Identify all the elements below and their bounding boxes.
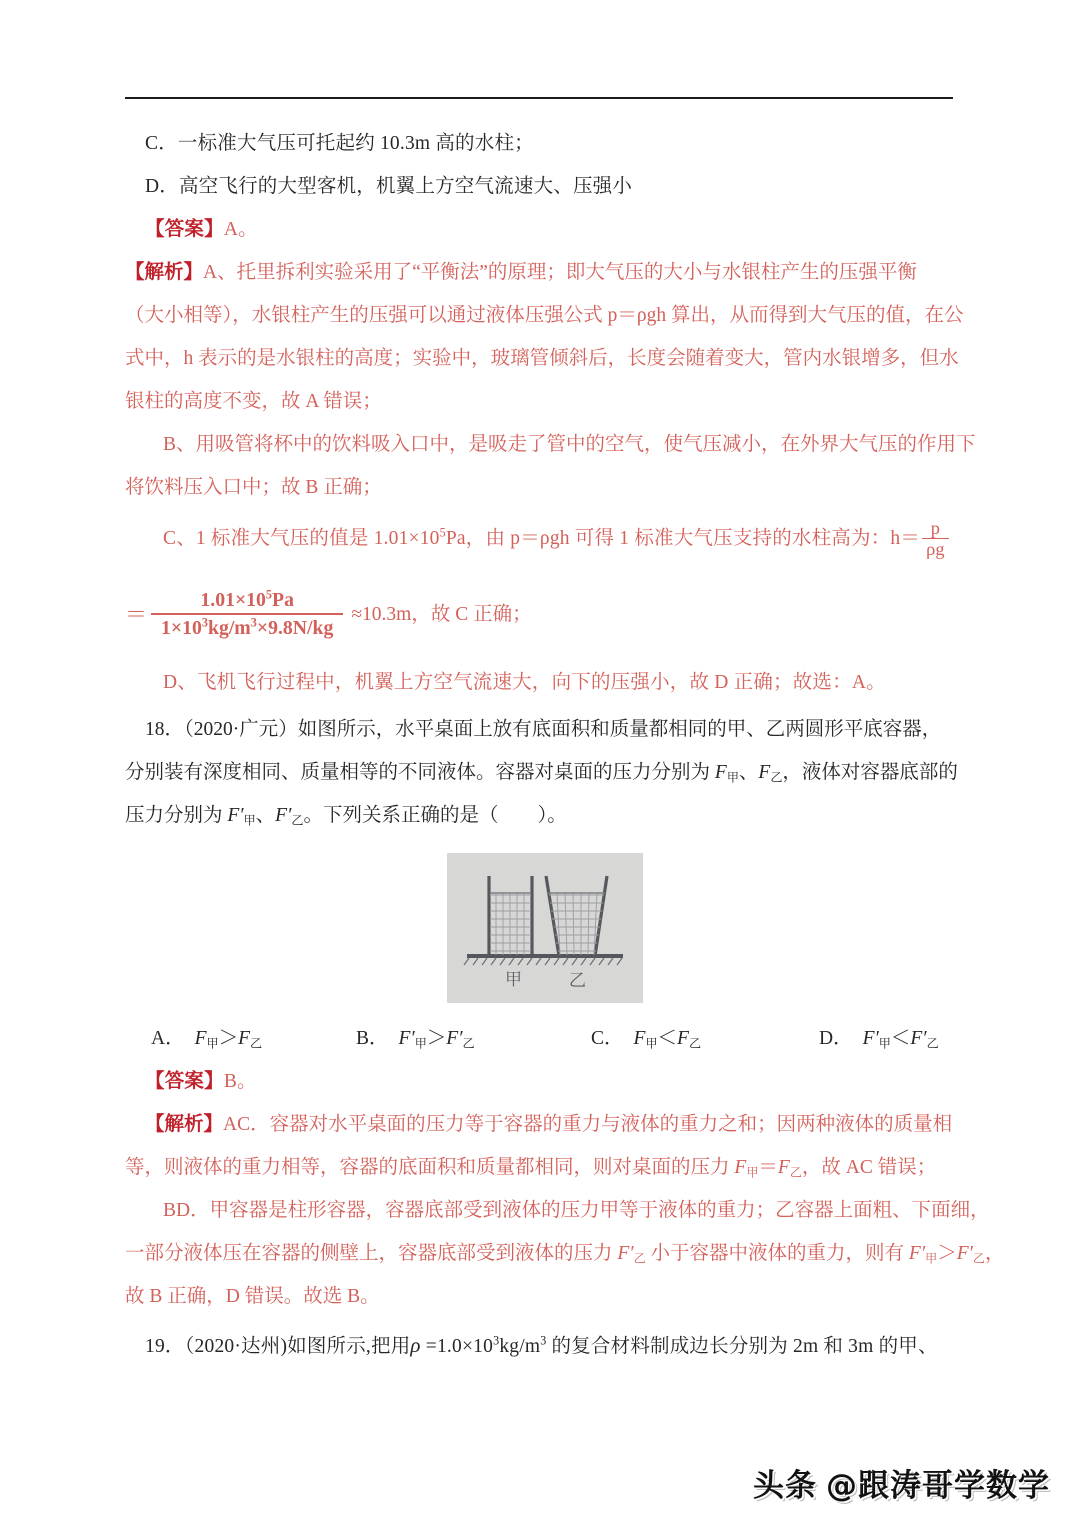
- q18-analysis-f-jia-sub: 甲: [746, 1165, 759, 1180]
- q17-analysis-line-0: [125, 251, 965, 294]
- q18-stem-sep-1: 、: [738, 762, 759, 783]
- q17-analysis-line-3: 银柱的高度不变，故 A 错误；: [125, 391, 382, 412]
- q18-stem-f-jia-sub: 甲: [726, 770, 739, 785]
- q18-stem-line-3-b: 。下列关系正确的是（ ）。: [303, 805, 567, 826]
- q18-stem-fprime-yi-sub: 乙: [291, 813, 304, 828]
- two-containers-diagram: [447, 853, 643, 1003]
- q18-analysis-fprime-jia: F′: [908, 1243, 926, 1264]
- q18-option-d-rel: ＜: [890, 1028, 911, 1049]
- page-content: [125, 122, 1005, 1368]
- q18-analysis-fprime-yi-1-sub: 乙: [633, 1251, 646, 1266]
- q18-stem-line-2-b: ，液体对容器底部的: [782, 762, 958, 783]
- q18-stem-fprime-jia: F′: [227, 805, 244, 826]
- q17-analysis-line-c: [125, 509, 965, 569]
- q18-option-a-s2: 乙: [250, 1036, 263, 1051]
- q17-line-c-fraction: [922, 518, 949, 560]
- q17-line-c-frac-numerator: p: [930, 517, 941, 538]
- q18-option-b-f2: F′: [446, 1028, 463, 1049]
- q18-option-d[interactable]: [819, 1017, 939, 1060]
- q18-container-figure: [447, 853, 643, 1003]
- q17-analysis-tag: 【解析】: [125, 262, 204, 283]
- q18-option-c-label: C．: [591, 1028, 624, 1049]
- q18-option-c-f2: F: [677, 1028, 689, 1049]
- q18-analysis-line-4-c: ，: [984, 1243, 1005, 1264]
- q18-option-c-rel: ＜: [657, 1028, 678, 1049]
- q18-analysis-line-2-b: ，故 AC 错误；: [801, 1157, 937, 1178]
- q19-rho-symbol: ρ: [410, 1333, 421, 1357]
- q17-option-c: C．一标准大气压可托起约 10.3m 高的水柱；: [145, 133, 534, 154]
- q19-exponent-2: 3: [540, 1333, 547, 1348]
- q18-option-b-label: B．: [356, 1028, 389, 1049]
- q17-analysis-line-4: B、用吸管将杯中的饮料吸入口中，是吸走了管中的空气，使气压减小，在外界大气压的作用下: [163, 434, 976, 455]
- q18-answer-row: [125, 1060, 965, 1103]
- q17-analysis-line-5: 将饮料压入口中；故 B 正确；: [125, 477, 382, 498]
- figure-label-yi: 乙: [569, 971, 586, 991]
- q17-analysis-line-d: D、飞机飞行过程中，机翼上方空气流速大，向下的压强小，故 D 正确；故选：A。: [163, 672, 886, 693]
- equation-denominator-a: 1×10: [161, 617, 202, 639]
- equation-numerator-suffix: Pa: [272, 588, 294, 611]
- q18-analysis-f-jia: F: [734, 1157, 747, 1178]
- q17-analysis-line-1: （大小相等），水银柱产生的压强可以通过液体压强公式 p＝ρgh 算出，从而得到大气压的值，在公: [125, 305, 964, 326]
- q18-option-a-rel: ＞: [218, 1028, 239, 1049]
- q18-analysis-fprime-yi-2: F′: [956, 1243, 973, 1264]
- q18-figure-wrapper: [125, 853, 965, 1003]
- q17-option-d: D．高空飞行的大型客机，机翼上方空气流速大、压强小: [145, 176, 633, 197]
- q18-stem-line-2-a: 分别装有深度相同、质量相等的不同液体。容器对桌面的压力分别为: [125, 762, 715, 783]
- q18-option-c-s2: 乙: [688, 1036, 702, 1051]
- q17-answer-row: [125, 208, 965, 251]
- q18-option-d-f1: F′: [862, 1028, 879, 1049]
- equation-denominator: [151, 613, 343, 639]
- q19-suffix: 的复合材料制成边长分别为 2m 和 3m 的甲、: [546, 1336, 938, 1357]
- watermark-handle: @跟涛哥学数学: [826, 1468, 1050, 1504]
- equation-result-tail: ≈10.3m，故 C 正确；: [351, 604, 532, 626]
- equation-numerator-prefix: 1.01×10: [200, 588, 266, 611]
- equation-denominator-a-exponent: 3: [201, 615, 208, 630]
- equation-denominator-c: ×9.8N/kg: [256, 617, 334, 639]
- q18-analysis-line-4-a: 一部分液体压在容器的侧壁上，容器底部受到液体的压力: [125, 1243, 618, 1264]
- q19-mid: =1.0×10: [420, 1336, 494, 1357]
- header-divider-rule: [125, 97, 953, 99]
- q18-option-a-label: A．: [151, 1028, 185, 1049]
- q18-analysis-text-1: AC．容器对水平桌面的压力等于容器的重力与液体的重力之和；因两种液体的质量相: [223, 1114, 953, 1135]
- q18-option-d-label: D．: [819, 1028, 853, 1049]
- equation-denominator-b-exponent: 3: [250, 615, 257, 630]
- watermark-prefix: 头条: [753, 1468, 817, 1504]
- q18-analysis-line-4-b: 小于容器中液体的重力，则有: [645, 1243, 909, 1264]
- q18-stem-f-yi-sub: 乙: [770, 770, 783, 785]
- q18-stem-line-3-a: 压力分别为: [125, 805, 228, 826]
- q18-analysis-fprime-jia-sub: 甲: [925, 1251, 938, 1266]
- q17-line-c-exponent: 5: [439, 525, 446, 540]
- figure-label-jia: 甲: [505, 970, 522, 990]
- q18-options-row: [125, 1017, 965, 1060]
- q18-option-c[interactable]: [591, 1017, 819, 1060]
- q18-option-c-f1: F: [633, 1028, 646, 1049]
- q18-stem-fprime-jia-sub: 甲: [243, 813, 256, 828]
- watermark: [753, 1460, 1050, 1505]
- q18-analysis-fprime-yi-2-sub: 乙: [972, 1251, 985, 1266]
- q18-stem-fprime-yi: F′: [275, 805, 292, 826]
- q17-line-c-prefix: C、1 标准大气压的值是 1.01×10: [163, 528, 440, 549]
- q18-option-d-f2: F′: [910, 1028, 927, 1049]
- q18-stem: [125, 708, 965, 837]
- q18-stem-sep-2: 、: [255, 805, 276, 826]
- q18-option-b-f1: F′: [398, 1028, 415, 1049]
- q18-analysis-block: [125, 1103, 1005, 1318]
- q17-line-c-frac-denominator: ρg: [922, 538, 949, 560]
- q19-stem-line-1: [125, 1324, 965, 1368]
- equation-numerator-exponent: 5: [265, 587, 273, 602]
- q18-option-c-s1: 甲: [645, 1036, 658, 1051]
- q18-option-d-s2: 乙: [926, 1036, 939, 1051]
- q18-option-a-s1: 甲: [206, 1036, 219, 1051]
- q18-option-d-s1: 甲: [878, 1036, 891, 1051]
- q19-unit: kg/m: [499, 1336, 541, 1357]
- q18-option-b-s1: 甲: [414, 1036, 427, 1051]
- q17-answer-value: A。: [223, 219, 258, 240]
- q18-option-b[interactable]: [356, 1017, 591, 1060]
- q18-answer-value: B。: [223, 1071, 257, 1092]
- q18-answer-tag: 【答案】: [145, 1071, 224, 1092]
- q18-analysis-f-yi-sub: 乙: [789, 1165, 802, 1180]
- q17-analysis-block: [125, 251, 976, 509]
- q18-option-b-rel: ＞: [426, 1028, 447, 1049]
- q18-option-b-s2: 乙: [462, 1036, 475, 1051]
- equation-numerator: [151, 589, 343, 613]
- q18-stem-line-2: [125, 751, 965, 794]
- q18-analysis-line-2: [125, 1146, 965, 1189]
- equation-equals-sign: ＝: [125, 601, 148, 627]
- q18-analysis-line-1: [125, 1103, 965, 1146]
- q18-analysis-line-4: [125, 1232, 1005, 1275]
- q18-analysis-line-4-rel: ＞: [937, 1243, 957, 1264]
- q18-option-a-f2: F: [238, 1028, 251, 1049]
- q17-display-equation: [125, 569, 965, 661]
- q18-stem-line-3: [125, 794, 965, 837]
- q18-stem-line-1: 18．（2020·广元）如图所示，水平桌面上放有底面积和质量都相同的甲、乙两圆形平底容器，: [145, 719, 942, 740]
- q18-option-a[interactable]: [151, 1017, 356, 1060]
- q18-analysis-equals: ＝: [758, 1157, 778, 1178]
- q18-option-a-f1: F: [194, 1028, 207, 1049]
- q18-stem-f-yi: F: [758, 762, 771, 783]
- q19-prefix: 19．（2020·达州)如图所示,把用: [145, 1336, 411, 1357]
- equation-denominator-b: kg/m: [207, 617, 251, 639]
- q18-analysis-line-2-a: 等，则液体的重力相等，容器的底面积和质量都相同，则对桌面的压力: [125, 1157, 735, 1178]
- q17-analysis-text-0: A、托里拆利实验采用了“平衡法”的原理；即大气压的大小与水银柱产生的压强平衡: [203, 262, 917, 283]
- q18-analysis-tag: 【解析】: [145, 1114, 224, 1135]
- q18-analysis-f-yi: F: [777, 1157, 790, 1178]
- q17-analysis-line-2: 式中，h 表示的是水银柱的高度；实验中，玻璃管倾斜后，长度会随着变大，管内水银增多，但水: [125, 348, 959, 369]
- q17-answer-tag: 【答案】: [145, 219, 224, 240]
- q17-line-c-mid: Pa，由 p＝ρgh 可得 1 标准大气压支持的水柱高为：h＝: [445, 528, 921, 549]
- q18-analysis-line-5: 故 B 正确，D 错误。故选 B。: [125, 1286, 380, 1307]
- q18-analysis-fprime-yi-1: F′: [617, 1243, 634, 1264]
- q18-stem-f-jia: F: [714, 762, 727, 783]
- q18-analysis-line-3: BD．甲容器是柱形容器，容器底部受到液体的压力甲等于液体的重力；乙容器上面粗、下面细，: [163, 1200, 990, 1221]
- q19-exponent-1: 3: [493, 1333, 500, 1348]
- equation-fraction: [151, 589, 343, 639]
